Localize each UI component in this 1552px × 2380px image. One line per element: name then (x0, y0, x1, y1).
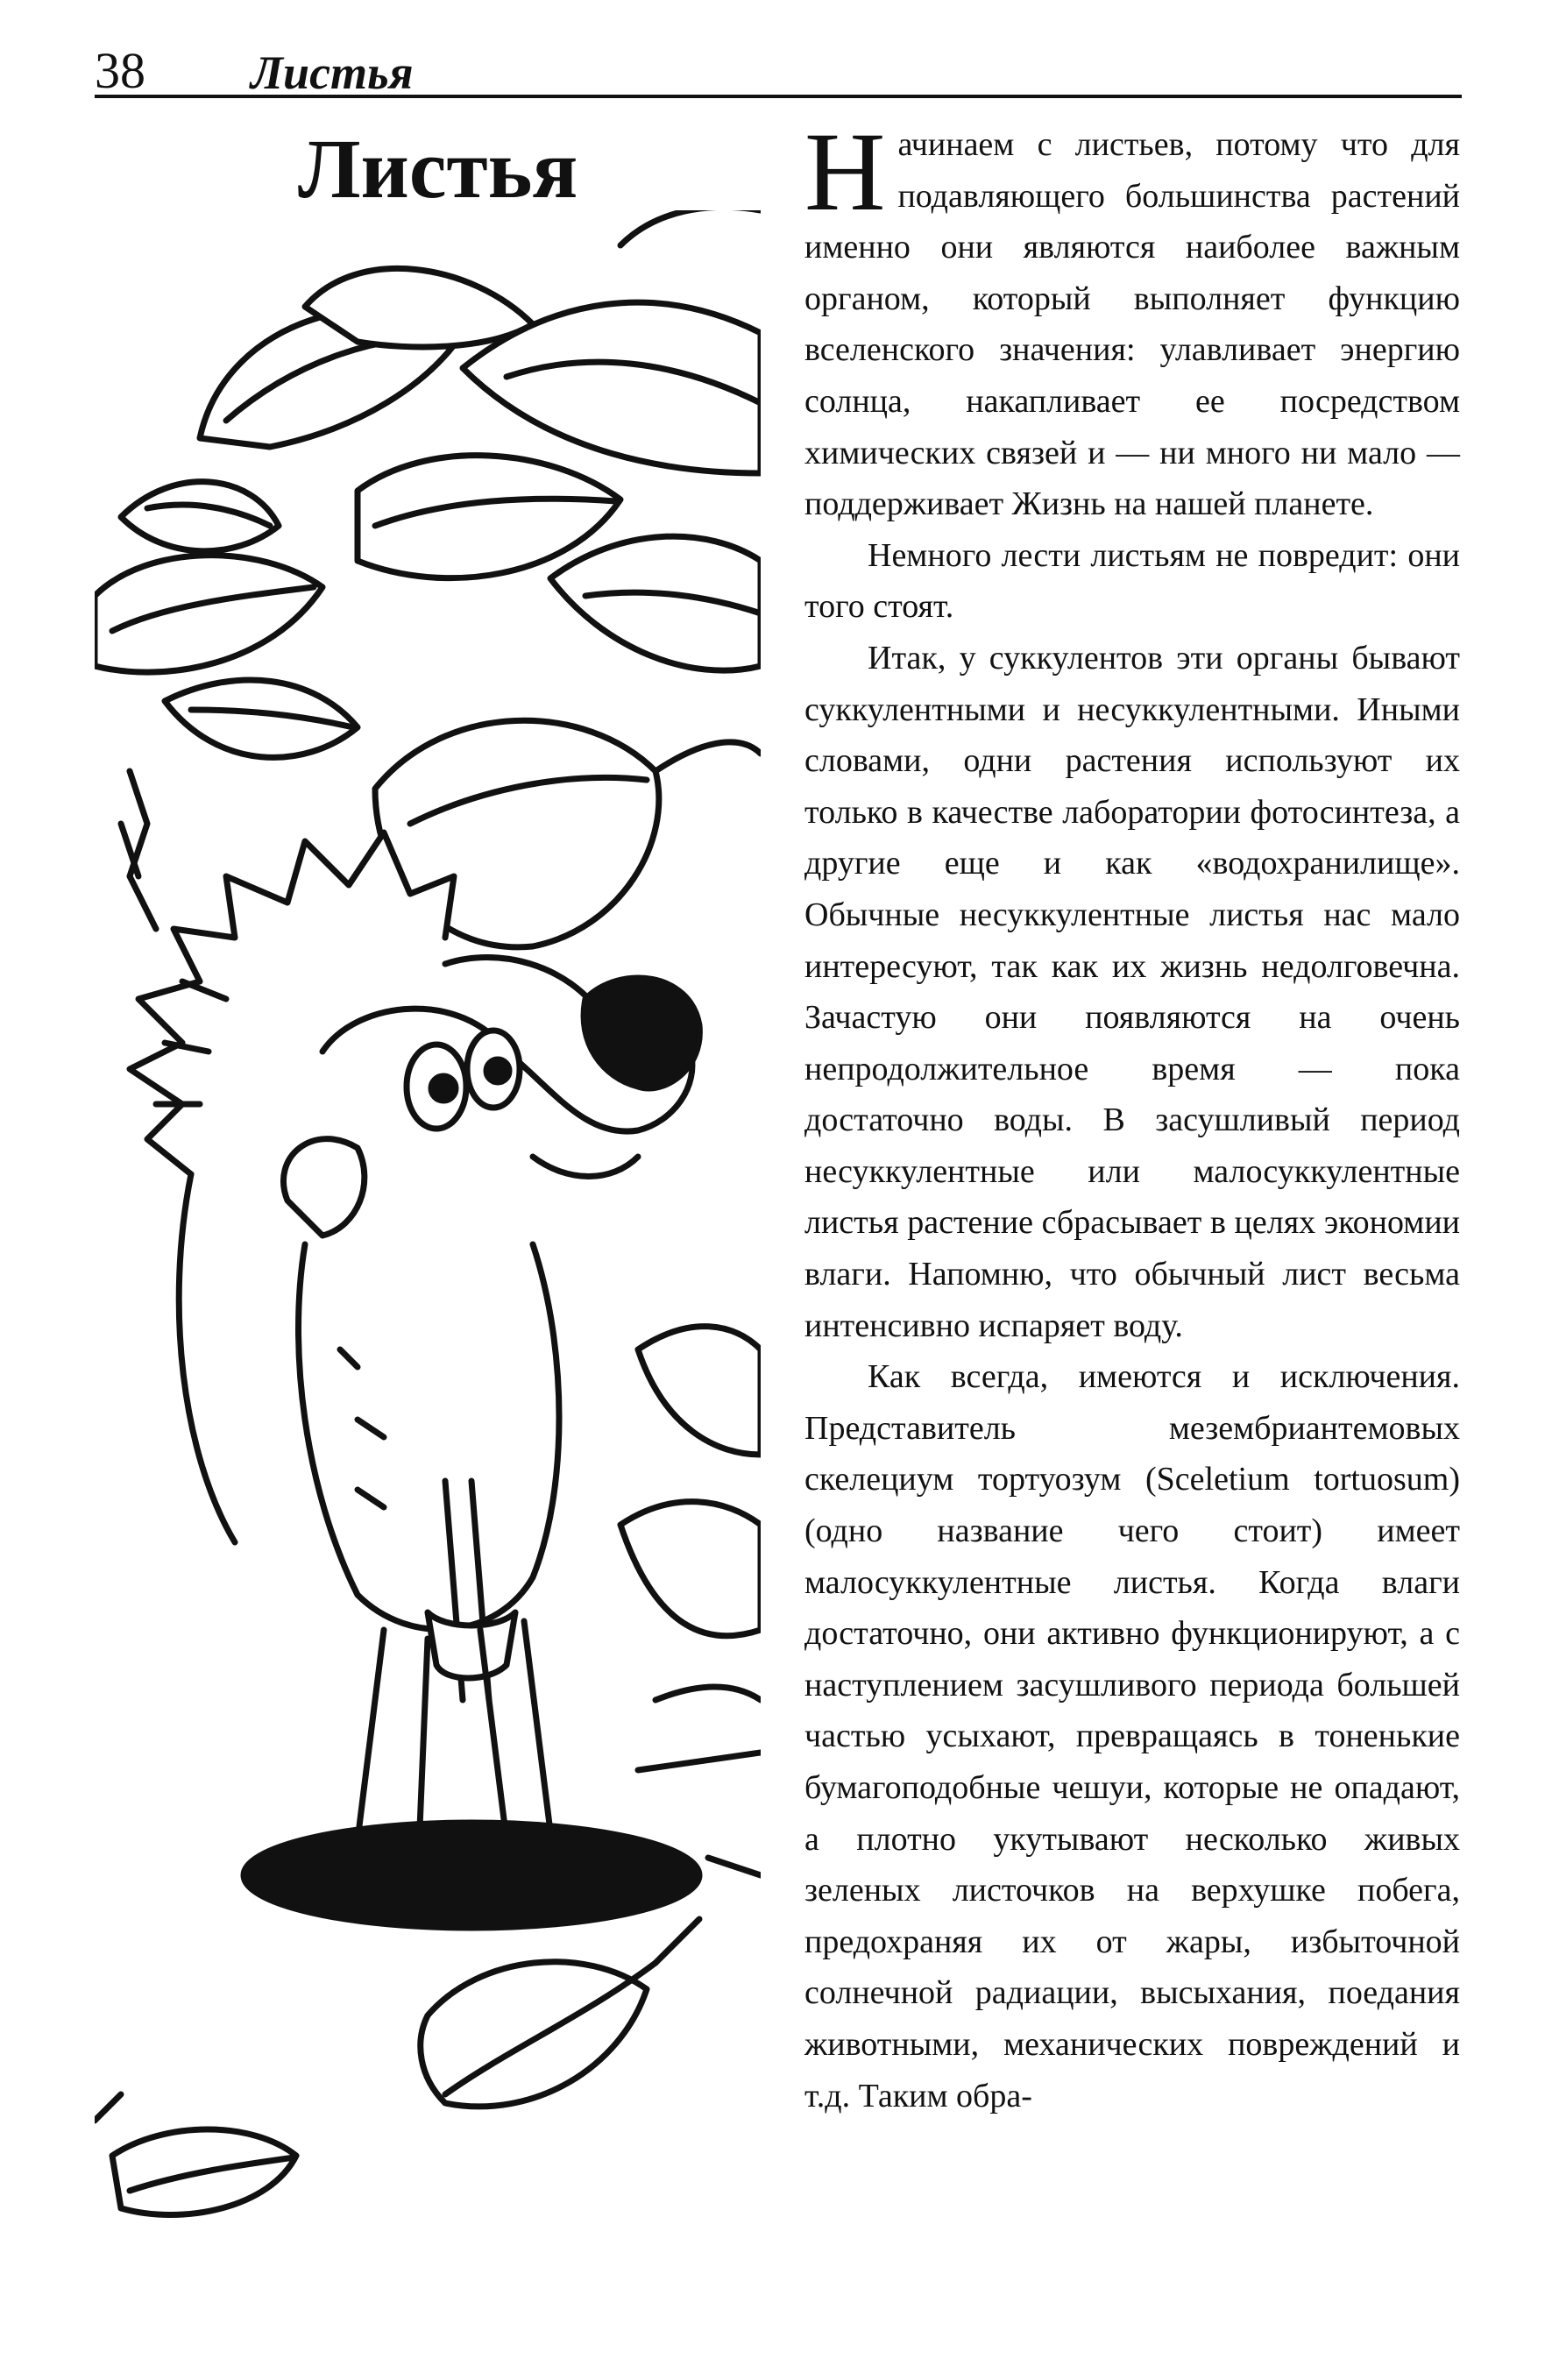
body-text (804, 110, 1460, 2121)
running-title: Листья (251, 46, 414, 99)
drop-cap: Н (804, 110, 886, 234)
paragraph-3: Итак, у суккулентов эти органы бывают суккулентными и несуккулентными. Иными словами, одни растения используют их только в качестве лаборатории фотосинтеза, а другие еще и как «водохранилище». Обычные несуккулентные листья нас мало интересуют, так как их жизнь недолговечна. Зачастую они появляются на очень непродолжительное время — пока достаточно воды. В засушливый период несуккулентные или малосуккулентные листья растение сбрасывает в целях экономии влаги. Напомню, что обычный лист весьма интенсивно испаряет воду. (804, 639, 1460, 1344)
paragraph-4: Как всегда, имеются и исключения. Представитель мезембриантемовых скелециум тортуозум (Sceletium tortuosum) (одно название чего стоит) имеет малосуккулентные листья. Когда влаги достаточно, они активно функционируют, а с наступлением засушливого периода большей частью усыхают, превращаясь в тоненькие бумагоподобные чешуи, которые не опадают, а плотно укутывают несколько живых зеленых листочков на верхушке побега, предохраняя их от жары, избыточной солнечной радиации, высыхания, поедания животными, механических повреждений и т.д. Таким обра- (804, 1358, 1460, 2114)
running-head (95, 26, 1462, 99)
hedgehog (130, 832, 699, 1876)
paragraph-1 (804, 110, 1460, 530)
chapter-title: Листья (298, 122, 578, 216)
page-number: 38 (95, 42, 145, 99)
paragraph-1-text: ачинаем с листьев, потому что для подавляющего большинства растений именно они являются наиболее важным органом, который выполняет функцию вселенского значения: улавливает энергию солнца, накапливает ее посредством химических связей и — ни много ни мало — поддерживает Жизнь на нашей планете. (804, 126, 1460, 523)
hedgehog-illustration-icon (95, 210, 761, 2278)
falling-leaves (95, 1919, 699, 2215)
header-rule (95, 95, 1462, 98)
paragraph-2: Немного лести листьям не повредит: они того стоят. (804, 536, 1460, 626)
